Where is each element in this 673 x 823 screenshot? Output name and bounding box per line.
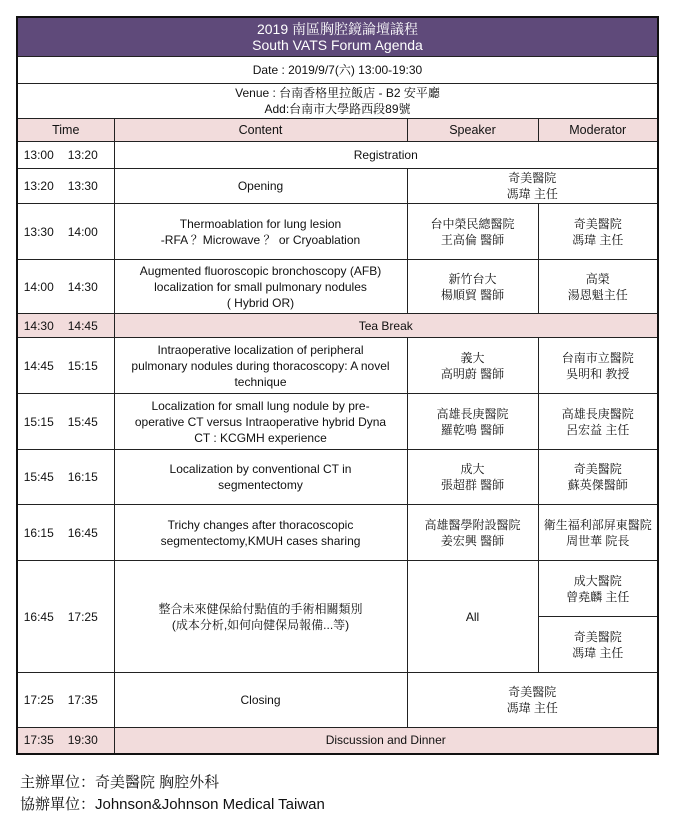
speaker-moderator: 奇美醫院 馮瑋 主任: [407, 673, 658, 728]
moderator: 高榮 湯恩魁主任: [538, 260, 658, 314]
agenda-row: [17, 505, 658, 561]
agenda-row: [17, 169, 658, 204]
speaker: 義大 高明蔚 醫師: [407, 338, 538, 394]
session-content: Discussion and Dinner: [114, 728, 658, 754]
start-time: 15:15: [23, 414, 54, 429]
start-time: 14:00: [23, 279, 54, 294]
moderator: 台南市立醫院 吳明和 教授: [538, 338, 658, 394]
time-cell: [17, 450, 114, 505]
moderator: 衛生福利部屏東醫院 周世華 院長: [538, 505, 658, 561]
agenda-row: [17, 142, 658, 169]
end-time: 19:30: [67, 733, 98, 748]
date-text: Date : 2019/9/7(六) 13:00-19:30: [17, 57, 658, 84]
start-time: 14:45: [23, 358, 54, 373]
time-cell: [17, 561, 114, 673]
time-cell: [17, 169, 114, 204]
agenda-row: [17, 338, 658, 394]
header-moderator: Moderator: [538, 119, 658, 142]
moderator: 奇美醫院 馮瑋 主任: [538, 617, 658, 673]
agenda-row: [17, 260, 658, 314]
start-time: 17:35: [23, 733, 54, 748]
agenda-row: [17, 204, 658, 260]
agenda-row: [17, 673, 658, 728]
session-content: Closing: [114, 673, 407, 728]
end-time: 17:35: [67, 693, 98, 707]
address-text: Add:台南市大學路西段89號: [264, 102, 411, 116]
time-cell: [17, 728, 114, 754]
end-time: 15:15: [67, 358, 98, 373]
end-time: 13:20: [67, 148, 98, 162]
end-time: 17:25: [67, 609, 98, 624]
end-time: 13:30: [67, 179, 98, 193]
moderator: 奇美醫院 蘇英傑醫師: [538, 450, 658, 505]
session-content: Registration: [114, 142, 658, 169]
agenda-row: [17, 394, 658, 450]
agenda-row: [17, 561, 658, 617]
venue-text: Venue : 台南香格里拉飯店 - B2 安平廳: [235, 86, 440, 100]
speaker: 新竹台大 楊順貿 醫師: [407, 260, 538, 314]
end-time: 14:30: [67, 279, 98, 294]
speaker: 高雄醫學附設醫院 姜宏興 醫師: [407, 505, 538, 561]
agenda-table: [16, 16, 659, 755]
title-chinese: 2019 南區胸腔鏡論壇議程: [256, 21, 419, 37]
venue-row: [17, 84, 658, 119]
session-content: 整合未來健保給付點值的手術相關類別 (成本分析,如何向健保局報備...等): [114, 561, 407, 673]
moderator: 成大醫院 曾堯麟 主任: [538, 561, 658, 617]
footer: [20, 772, 325, 816]
session-content: Localization for small lung nodule by pre- operative CT versus Intraoperative hybrid Dyna CT : KCGMH experience: [114, 394, 407, 450]
venue-cell: [17, 84, 658, 119]
organizer-text: 主辦單位：奇美醫院 胸腔外科: [20, 774, 220, 791]
start-time: 16:15: [23, 525, 54, 540]
time-cell: [17, 142, 114, 169]
speaker: All: [407, 561, 538, 673]
session-content: Trichy changes after thoracoscopic segmentectomy,KMUH cases sharing: [114, 505, 407, 561]
start-time: 15:45: [23, 470, 54, 484]
title-english: South VATS Forum Agenda: [252, 37, 423, 53]
session-content: Tea Break: [114, 314, 658, 338]
co-organizer-text: 協辦單位：Johnson&Johnson Medical Taiwan: [20, 796, 325, 813]
header-content: Content: [114, 119, 407, 142]
time-cell: [17, 505, 114, 561]
speaker: 台中榮民總醫院 王高倫 醫師: [407, 204, 538, 260]
end-time: 16:45: [67, 525, 98, 540]
agenda-row: [17, 450, 658, 505]
end-time: 14:00: [67, 224, 98, 239]
start-time: 16:45: [23, 609, 54, 624]
time-cell: [17, 314, 114, 338]
header-speaker: Speaker: [407, 119, 538, 142]
agenda-title: [17, 17, 658, 57]
header-time: Time: [17, 119, 114, 142]
time-cell: [17, 338, 114, 394]
title-row: [17, 17, 658, 57]
session-content: Intraoperative localization of peripheral pulmonary nodules during thoracoscopy: A novel technique: [114, 338, 407, 394]
moderator: 高雄長庚醫院 呂宏益 主任: [538, 394, 658, 450]
start-time: 13:20: [23, 179, 54, 193]
start-time: 14:30: [23, 318, 54, 333]
session-content: Opening: [114, 169, 407, 204]
end-time: 16:15: [67, 470, 98, 484]
date-row: [17, 57, 658, 84]
session-content: Localization by conventional CT in segmentectomy: [114, 450, 407, 505]
agenda-row-break: [17, 314, 658, 338]
start-time: 13:30: [23, 224, 54, 239]
session-content: Thermoablation for lung lesion -RFA ？Microwave ？ or Cryoablation: [114, 204, 407, 260]
time-cell: [17, 260, 114, 314]
speaker: 成大 張超群 醫師: [407, 450, 538, 505]
time-cell: [17, 204, 114, 260]
moderator: 奇美醫院 馮瑋 主任: [538, 204, 658, 260]
start-time: 13:00: [23, 148, 54, 162]
end-time: 15:45: [67, 414, 98, 429]
speaker: 高雄長庚醫院 羅乾鳴 醫師: [407, 394, 538, 450]
time-cell: [17, 394, 114, 450]
speaker-moderator: 奇美醫院 馮瑋 主任: [407, 169, 658, 204]
agenda-row-break: [17, 728, 658, 754]
end-time: 14:45: [67, 318, 98, 333]
start-time: 17:25: [23, 693, 54, 707]
session-content: Augmented fluoroscopic bronchoscopy (AFB) localization for small pulmonary nodules ( Hybrid OR): [114, 260, 407, 314]
column-header-row: [17, 119, 658, 142]
time-cell: [17, 673, 114, 728]
